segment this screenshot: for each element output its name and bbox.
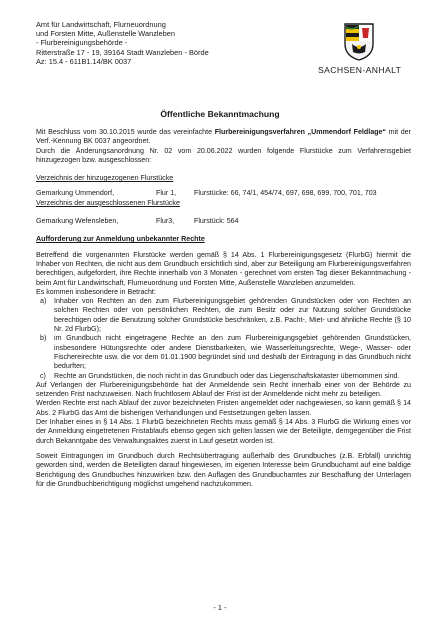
flur: Flur3, bbox=[156, 217, 175, 226]
list-item bbox=[36, 372, 411, 381]
sender-line: Ritterstraße 17 - 19, 39164 Stadt Wanzleben - Börde bbox=[36, 47, 209, 57]
paragraph: Es kommen insbesondere in Betracht: bbox=[36, 287, 156, 296]
state-logo bbox=[318, 22, 400, 75]
coat-of-arms-icon bbox=[343, 22, 375, 62]
excluded-parcels-heading: Verzeichnis der ausgeschlossenen Flurstücke bbox=[36, 198, 180, 207]
paragraph: Soweit Eintragungen im Grundbuch durch Rechtsübertragung außerhalb des Grundbuches (z.B. Erbfall) unrichtig geworden sind, werden die Beteiligten darauf hingewiesen, im eigenen Interesse beim Grundbuchamt auf eine baldige Berichtigung des Grundbuches hinzuwirken bzw. den Auflagen des Grundbuchamtes zur Beschaffung der Unterlagen für die Grundbuchberichtigung möglichst umgehend nachzukommen. bbox=[36, 451, 411, 488]
intro-paragraph: Durch die Änderungsanordnung Nr. 02 vom 20.06.2022 wurden folgende Flurstücke zum Verfahrensgebiet hinzugezogen bzw. ausgeschlossen: bbox=[36, 146, 411, 164]
list-item-text: im Grundbuch nicht eingetragene Rechte an den zum Flurbereinigungsgebiet gehörenden Grundstücken, insbesondere Hütungsrechte oder andere Dienstbarkeiten, wie Wasserleitungsrechte, Wege-, Wasser- oder Fischereirechte usw. die vor dem 01.01.1900 begründet sind und deshalb der Eintragung in das Grundbuch nicht bedurften; bbox=[54, 334, 411, 371]
list-item-text: Inhaber von Rechten an den zum Flurbereinigungsgebiet gehörenden Grundstücken oder von Rechten an solchen Rechten oder von persönlichen Rechten, die zum Besitz oder zur Nutzung solcher Grundstücke berechtigen oder die Benutzung solcher Grundstücke beschränken, z.B. Pacht-, Miet- und ähnliche Rechte (§ 10 Nr. 2d FlurbG); bbox=[54, 297, 411, 334]
file-reference: Az: 15.4 - 611B1.14/BK 0037 bbox=[36, 56, 132, 66]
paragraph: Werden Rechte erst nach Ablauf der zuvor bezeichneten Fristen angemeldet oder nachgewiesen, so kann gemäß § 14 Abs. 2 FlurbG das Amt die bisherigen Verhandlungen und Festsetzungen gelten lassen. bbox=[36, 399, 411, 417]
intro-text: Mit Beschluss vom 30.10.2015 wurde das vereinfachte bbox=[36, 128, 215, 136]
list-marker: b) bbox=[40, 334, 47, 343]
procedure-name: Flurbereinigungsverfahren „Ummendorf Feldlage“ bbox=[214, 128, 386, 136]
section-heading: Aufforderung zur Anmeldung unbekannter Rechte bbox=[36, 235, 205, 244]
paragraph: Betreffend die vorgenannten Flurstücke werden gemäß § 14 Abs. 1 Flurbereinigungsgesetz (FlurbG) hiermit die Inhaber von Rechten, die nicht aus dem Grundbuch ersichtlich sind, aber zur Beteiligung am Flurbereinigungsverfahren berechtigen, aufgefordert, ihre Rechte innerhalb von 3 Monaten - gerechnet vom ersten Tag dieser Bekanntmachung - beim Amt für Landwirtschaft, Flurneuordnung und Forsten Mitte, Außenstelle Wanzleben anzumelden. bbox=[36, 250, 411, 287]
gemarkung: Gemarkung Wefensleben, bbox=[36, 217, 119, 226]
sender-line: Amt für Landwirtschaft, Flurneuordnung bbox=[36, 20, 166, 29]
list-marker: c) bbox=[40, 371, 46, 380]
document-body bbox=[36, 128, 411, 489]
rights-list bbox=[36, 297, 411, 381]
paragraph: Der Inhaber eines in § 14 Abs. 1 FlurbG bezeichneten Rechts muss gemäß § 14 Abs. 3 FlurbG die Wirkung eines vor der Anmeldung eingetretenen Fristablaufs ebenso gegen sich gelten lassen wie der Beteiligte, demgegenüber die Frist durch Bekanntgabe des Verwaltungsaktes zuerst in Lauf gesetzt worden ist. bbox=[36, 418, 411, 445]
logo-wordmark: SACHSEN-ANHALT bbox=[318, 65, 402, 75]
intro-paragraph bbox=[36, 128, 411, 147]
parcel-list: Flurstücke: 66, 74/1, 454/74, 697, 698, 699, 700, 701, 703 bbox=[194, 189, 377, 198]
sender-address bbox=[36, 20, 209, 66]
paragraph: Auf Verlangen der Flurbereinigungsbehörde hat der Anmeldende sein Recht innerhalb einer von der Behörde zu setzenden Frist nachzuweisen. Nach fruchtlosem Ablauf der Frist ist der Anmeldende nicht mehr zu beteiligen. bbox=[36, 380, 411, 399]
sender-line: - Flurbereinigungsbehörde - bbox=[36, 38, 128, 48]
parcel-list: Flurstück: 564 bbox=[194, 217, 239, 226]
flur: Flur 1, bbox=[156, 189, 177, 198]
document-title: Öffentliche Bekanntmachung bbox=[160, 109, 280, 119]
excluded-parcels-row bbox=[36, 217, 411, 226]
added-parcels-row bbox=[36, 189, 411, 198]
page-number: - 1 - bbox=[213, 603, 227, 612]
added-parcels-heading: Verzeichnis der hinzugezogenen Flurstücke bbox=[36, 174, 174, 183]
list-marker: a) bbox=[40, 297, 47, 306]
intro-text: mit der Verf.-Kennung BK 0037 angeordnet. bbox=[36, 128, 411, 146]
sender-line: und Forsten Mitte, Außenstelle Wanzleben bbox=[36, 29, 175, 39]
list-item bbox=[36, 334, 411, 371]
list-item bbox=[36, 297, 411, 334]
gemarkung: Gemarkung Ummendorf, bbox=[36, 189, 115, 198]
list-item-text: Rechte an Grundstücken, die noch nicht in das Grundbuch oder das Liegenschaftskataster übernommen sind. bbox=[54, 371, 400, 380]
